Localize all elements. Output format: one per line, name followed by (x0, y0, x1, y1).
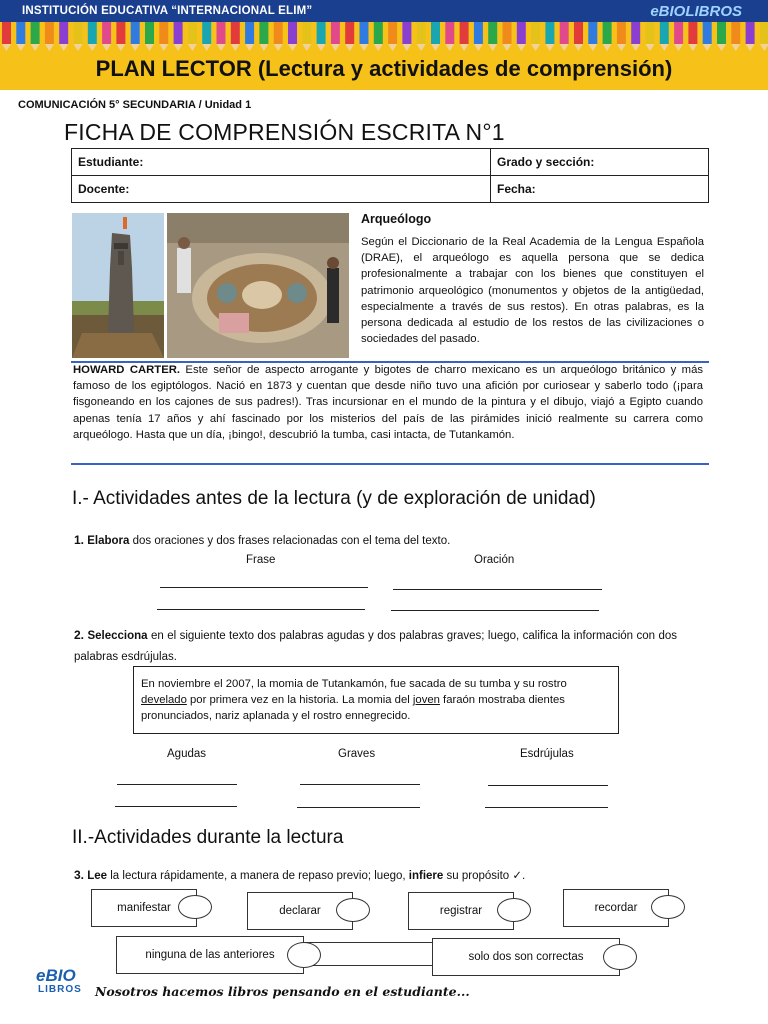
footer-slogan: Nosotros hacemos libros pensando en el estudiante... (95, 984, 470, 999)
pencil-tip (588, 44, 597, 51)
pencil-body (631, 22, 640, 44)
pencil-tip (746, 44, 755, 51)
pencil-tip (703, 44, 712, 51)
pencil-tip (74, 44, 83, 51)
pencil-body (603, 22, 612, 44)
pencil-tip (317, 44, 326, 51)
pencil-body (545, 22, 554, 44)
pencil-tip (59, 44, 68, 51)
pencil-body (16, 22, 25, 44)
pencil-tip (445, 44, 454, 51)
pencil-body (688, 22, 697, 44)
teacher-label: Docente: (78, 182, 130, 196)
teacher-field[interactable] (72, 176, 491, 203)
q1-frase-line-1[interactable] (160, 587, 368, 588)
q3-number: 3. (74, 868, 85, 882)
pencil-body (531, 22, 540, 44)
pencil-body (145, 22, 154, 44)
q1-oracion-line-2[interactable] (391, 610, 599, 611)
pencil-body (88, 22, 97, 44)
pencil-body (2, 22, 11, 44)
pencil-tip (660, 44, 669, 51)
pencil-body (474, 22, 483, 44)
option-solo-dos[interactable]: solo dos son correctas (432, 938, 620, 976)
pencil-body (288, 22, 297, 44)
course-unit: Unidad 1 (204, 99, 252, 111)
pencil-body (74, 22, 83, 44)
ebiolibros-logo (36, 968, 82, 995)
pencil-tip (302, 44, 311, 51)
q3-verb2: infiere (408, 870, 444, 882)
option-registrar-circle[interactable] (497, 898, 531, 922)
pencil-tip (131, 44, 140, 51)
pencil-tip (288, 44, 297, 51)
page-title: FICHA DE COMPRENSIÓN ESCRITA N°1 (64, 119, 505, 145)
pencil-body (159, 22, 168, 44)
option-recordar-circle[interactable] (651, 895, 685, 919)
plan-lector-title (0, 56, 768, 82)
pencil-tip (402, 44, 411, 51)
pencil-tip (603, 44, 612, 51)
pencil-tip (16, 44, 25, 51)
pencil-tip (560, 44, 569, 51)
student-label: Estudiante: (78, 155, 144, 169)
date-label: Fecha: (497, 182, 536, 196)
pencil-body (760, 22, 768, 44)
pencil-tip (474, 44, 483, 51)
option-ninguna[interactable]: ninguna de las anteriores (116, 936, 304, 974)
pencil-tip (88, 44, 97, 51)
q2-number: 2. (74, 628, 85, 642)
q2-passage-b: por primera vez en la historia. La momia del (186, 694, 413, 707)
q1-col-frase: Frase (246, 554, 276, 566)
question-1 (74, 533, 450, 547)
q2-col-graves: Graves (338, 748, 376, 760)
brand-logo: eBIOLIBROS (650, 3, 742, 20)
option-ninguna-circle[interactable] (287, 942, 321, 968)
student-info-table (71, 148, 709, 203)
course-line: COMUNICACIÓN 5° SECUNDARIA / Unidad 1 (18, 99, 252, 111)
option-registrar[interactable]: registrar (408, 892, 514, 930)
pencil-body (717, 22, 726, 44)
q3-mid: la lectura rápidamente, a manera de repaso previo; luego, (107, 870, 409, 882)
moai-statue-photo (72, 213, 164, 358)
article-body: Según el Diccionario de la Real Academia de la Lengua Española (DRAE), el arqueólogo es aquella persona que se dedica profesionalmente a trabajar con los bienes que constituyen el patrimonio arqueológico (monumentos y objetos de la antigüedad, especialmente a través de sus restos). En otras palabras, es la persona dedicada al estudio de los restos de las civilizaciones o sociedades del pasado. (361, 236, 704, 346)
q1-oracion-line-1[interactable] (393, 589, 602, 590)
q2-col-esdrujulas: Esdrújulas (520, 748, 574, 760)
section2-title: II.-Actividades durante la lectura (72, 827, 344, 848)
pencil-tip (617, 44, 626, 51)
grade-field[interactable] (491, 149, 709, 176)
q1-frase-line-2[interactable] (157, 609, 365, 610)
grade-label: Grado y sección: (497, 155, 595, 169)
pencil-body (731, 22, 740, 44)
pencil-tip (174, 44, 183, 51)
pencil-body (31, 22, 40, 44)
logo-top: eBIO (36, 966, 76, 985)
connector-bar (300, 942, 440, 966)
q2-passage (141, 676, 611, 725)
q2-verb: Selecciona (87, 630, 148, 642)
agudas-line-2[interactable] (115, 806, 237, 807)
pencil-tip (145, 44, 154, 51)
pencil-body (388, 22, 397, 44)
pencil-body (116, 22, 125, 44)
pencil-tip (331, 44, 340, 51)
pencil-tip (159, 44, 168, 51)
option-manifestar[interactable]: manifestar (91, 889, 197, 927)
option-solo-dos-circle[interactable] (603, 944, 637, 970)
pencil-tip (488, 44, 497, 51)
pencil-tip (116, 44, 125, 51)
pencil-body (45, 22, 54, 44)
pencil-body (217, 22, 226, 44)
student-field[interactable] (72, 149, 491, 176)
pencil-tip (231, 44, 240, 51)
pencil-body (231, 22, 240, 44)
option-declarar-circle[interactable] (336, 898, 370, 922)
pencil-body (188, 22, 197, 44)
q3-verb: Lee (87, 870, 108, 882)
section1-title: I.- Actividades antes de la lectura (y de exploración de unidad) (72, 488, 596, 509)
pencil-body (302, 22, 311, 44)
pencil-tip (245, 44, 254, 51)
esdrujulas-line-1[interactable] (488, 785, 608, 786)
esdrujulas-line-2[interactable] (485, 807, 608, 808)
pencil-tip (345, 44, 354, 51)
pencil-body (374, 22, 383, 44)
pencil-tip (45, 44, 54, 51)
pencil-body (431, 22, 440, 44)
pencil-tip (760, 44, 768, 51)
pencil-tip (274, 44, 283, 51)
pencil-body (345, 22, 354, 44)
q2-col-agudas: Agudas (167, 748, 207, 760)
pencil-tip (688, 44, 697, 51)
q3-end: su propósito ✓. (443, 870, 526, 882)
pencil-body (488, 22, 497, 44)
pencil-body (560, 22, 569, 44)
pencil-body (317, 22, 326, 44)
pencil-body (517, 22, 526, 44)
pencil-body (588, 22, 597, 44)
article-title: Arqueólogo (361, 212, 432, 226)
pencil-tip (202, 44, 211, 51)
institution-name: INSTITUCIÓN EDUCATIVA “INTERNACIONAL ELIM” (22, 5, 313, 17)
logo-bottom: LIBROS (38, 984, 82, 995)
option-recordar[interactable]: recordar (563, 889, 669, 927)
howard-carter-paragraph (73, 362, 703, 443)
q1-text: dos oraciones y dos frases relacionadas con el tema del texto. (129, 535, 451, 547)
pencil-tip (374, 44, 383, 51)
pencil-body (202, 22, 211, 44)
pencil-body (402, 22, 411, 44)
pencil-body (174, 22, 183, 44)
divider-bottom (71, 463, 709, 465)
pencil-body (131, 22, 140, 44)
q2-passage-c: faraón mostraba dientes pronunciados, nariz aplanada y el rostro ennegrecido. (141, 694, 565, 723)
date-field[interactable] (491, 176, 709, 203)
pencil-body (331, 22, 340, 44)
pencil-tip (517, 44, 526, 51)
plan-subtitle: (Lectura y actividades de comprensión) (257, 56, 673, 81)
howard-name: HOWARD CARTER. (73, 364, 181, 376)
question-2 (74, 625, 677, 668)
pencil-body (460, 22, 469, 44)
course-subject: COMUNICACIÓN 5° SECUNDARIA (18, 99, 196, 111)
pencil-tip (717, 44, 726, 51)
pencil-body (503, 22, 512, 44)
agudas-line-1[interactable] (117, 784, 237, 785)
pencil-body (674, 22, 683, 44)
word-joven[interactable]: joven (412, 694, 440, 707)
pencil-tip (545, 44, 554, 51)
pencil-tip (2, 44, 11, 51)
pencil-tip (503, 44, 512, 51)
q2-passage-a: En noviembre el 2007, la momia de Tutankamón, fue sacada de su tumba y su rostro (141, 678, 567, 690)
plan-main: PLAN LECTOR (95, 56, 252, 81)
q2-text: en el siguiente texto dos palabras agudas y dos palabras graves; luego, califica la información con dos palabras esdrújulas. (74, 630, 677, 663)
pencil-body (574, 22, 583, 44)
pencil-body (102, 22, 111, 44)
pencil-tip (188, 44, 197, 51)
pencil-body (660, 22, 669, 44)
pencil-tip (674, 44, 683, 51)
mosaic-excavation-photo (167, 213, 349, 358)
q1-number: 1. (74, 533, 85, 547)
pencil-tip (102, 44, 111, 51)
pencil-border-decoration (0, 20, 768, 52)
pencil-body (445, 22, 454, 44)
pencil-body (59, 22, 68, 44)
pencil-body (417, 22, 426, 44)
word-develado[interactable]: develado (141, 694, 187, 707)
pencil-body (259, 22, 268, 44)
pencil-tip (631, 44, 640, 51)
pencil-body (746, 22, 755, 44)
q1-verb: Elabora (87, 535, 130, 547)
pencil-tip (417, 44, 426, 51)
option-declarar[interactable]: declarar (247, 892, 353, 930)
pencil-body (245, 22, 254, 44)
option-manifestar-circle[interactable] (178, 895, 212, 919)
pencil-tip (646, 44, 655, 51)
q1-col-oracion: Oración (474, 554, 515, 566)
graves-line-1[interactable] (300, 784, 420, 785)
pencil-body (703, 22, 712, 44)
pencil-tip (731, 44, 740, 51)
question-3 (74, 868, 525, 882)
pencil-tip (31, 44, 40, 51)
pencil-body (617, 22, 626, 44)
pencil-tip (217, 44, 226, 51)
pencil-tip (460, 44, 469, 51)
pencil-tip (574, 44, 583, 51)
pencil-body (360, 22, 369, 44)
pencil-tip (431, 44, 440, 51)
pencil-tip (259, 44, 268, 51)
howard-body: Este señor de aspecto arrogante y bigotes de charro mexicano es un arqueólogo británico y más famoso de los egiptólogos. Nació en 1873 y cuentan que desde niño tuvo una afición por curiosear y saberlo todo (¡para fisgoneando en los cajones de sus padres!). Tras incursionar en el mundo de la pintura y el dibujo, viajó a Egipto cuando apenas tenía 17 años y ahí fascinado por los misterios del país de las pirámides inició realmente su carrera como arqueólogo. Hasta que un día, ¡bingo!, descubrió la tumba, casi intacta, de Tutankamón. (73, 364, 703, 441)
pencil-tip (388, 44, 397, 51)
pencil-tip (360, 44, 369, 51)
pencil-tip (531, 44, 540, 51)
graves-line-2[interactable] (297, 807, 420, 808)
pencil-body (646, 22, 655, 44)
pencil-body (274, 22, 283, 44)
